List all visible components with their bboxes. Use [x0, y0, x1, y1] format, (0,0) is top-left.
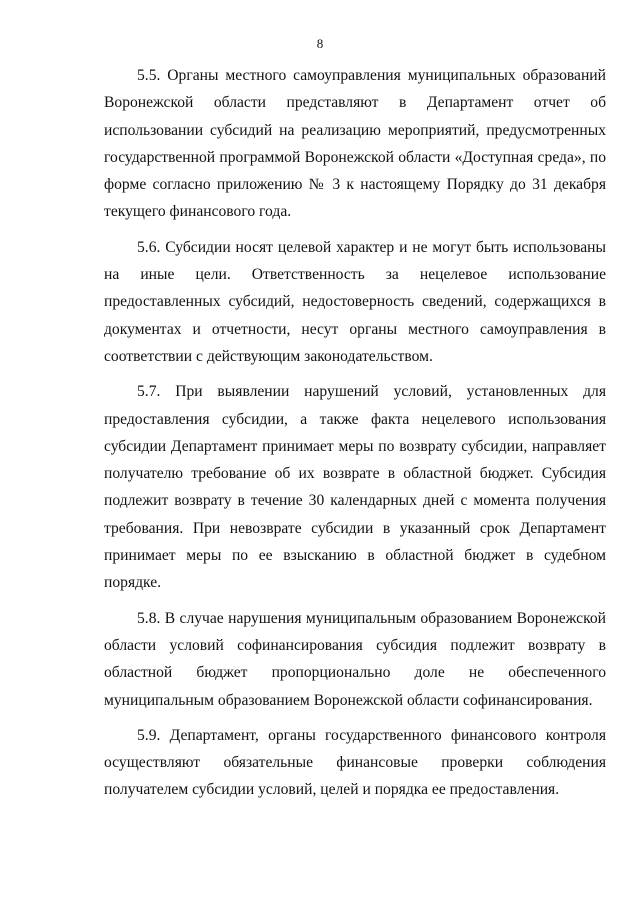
page-number: 8 [316, 36, 324, 51]
paragraph-5-8: 5.8. В случае нарушения муниципальным образованием Воронежской области условий софинансирования субсидия подлежит возврату в областной бюджет пропорционально доле не обеспеченного муниципальным образованием Воронежской области софинансирования. [104, 609, 606, 709]
paragraph-5-7: 5.7. При выявлении нарушений условий, установленных для предоставления субсидии, а также факта нецелевого использования субсидии Департамент принимает меры по возврату субсидии, направляет получателю требование об их возврате в областной бюджет. Субсидия подлежит возврату в течение 30 календарных дней с момента получения требования. При невозврате субсидии в указанный срок Департамент принимает меры по ее взысканию в областной бюджет в судебном порядке. [104, 383, 606, 592]
document-body [104, 62, 606, 812]
paragraph-5-5: 5.5. Органы местного самоуправления муниципальных образований Воронежской области представляют в Департамент отчет об использовании субсидий на реализацию мероприятий, предусмотренных государственной программой Воронежской области «Доступная среда», по форме согласно приложению № 3 к настоящему Порядку до 31 декабря текущего финансового года. [104, 67, 606, 221]
paragraph-5-9: 5.9. Департамент, органы государственного финансового контроля осуществляют обязательные финансовые проверки соблюдения получателем субсидии условий, целей и порядка ее предоставления. [104, 726, 606, 799]
paragraph-5-6: 5.6. Субсидии носят целевой характер и не могут быть использованы на иные цели. Ответственность за нецелевое использование предоставленных субсидий, недостоверность сведений, содержащихся в документах и отчетности, несут органы местного самоуправления в соответствии с действующим законодательством. [104, 238, 606, 365]
